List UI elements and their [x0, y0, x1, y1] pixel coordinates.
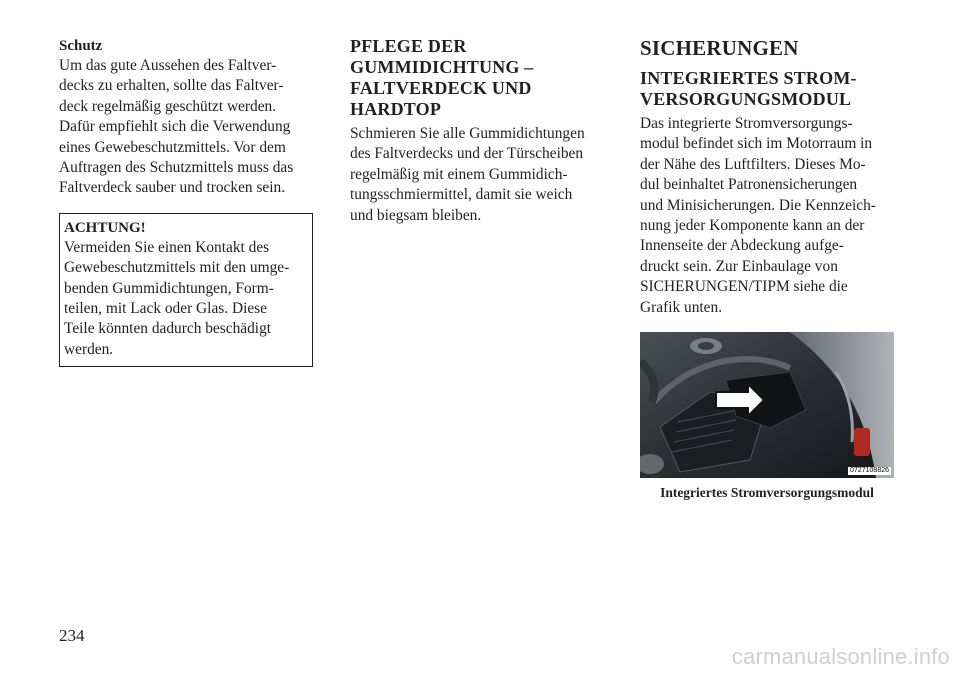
paragraph-module — [640, 114, 894, 318]
paragraph-care — [59, 56, 313, 199]
text-line: Vermeiden Sie einen Kontakt des — [64, 238, 270, 256]
heading-line: HARDTOP — [350, 99, 442, 119]
heading-line: FALTVERDECK UND — [350, 78, 532, 98]
column-right — [640, 36, 894, 502]
warning-box — [59, 213, 313, 367]
text-line: nung jeder Komponente kann an der — [640, 217, 865, 235]
chapter-heading: SICHERUNGEN — [640, 36, 799, 60]
text-line: Faltverdeck sauber und trocken sein. — [59, 179, 286, 197]
text-line: modul befindet sich im Motorraum in — [640, 135, 873, 153]
text-line: deck regelmäßig geschützt werden. — [59, 97, 277, 115]
heading-line: GUMMIDICHTUNG – — [350, 57, 534, 77]
text-line: Grafik unten. — [640, 298, 723, 316]
column-middle — [350, 36, 604, 226]
section-heading-stromversorgung — [640, 68, 894, 110]
text-line: druckt sein. Zur Einbaulage von — [640, 257, 838, 275]
text-line: dul beinhaltet Patronensicherungen — [640, 176, 858, 194]
heading-line: PFLEGE DER — [350, 36, 467, 56]
text-line: Schmieren Sie alle Gummidichtungen — [350, 125, 585, 142]
paragraph-seals — [350, 124, 604, 226]
text-line: teilen, mit Lack oder Glas. Diese — [64, 300, 268, 318]
text-line: und biegsam bleiben. — [350, 206, 482, 224]
text-line: benden Gummidichtungen, Form- — [64, 279, 274, 297]
section-subheading: Schutz — [59, 38, 103, 54]
text-line: Auftragen des Schutzmittels muss das — [59, 159, 294, 177]
text-line: Dafür empfiehlt sich die Verwendung — [59, 118, 291, 136]
watermark: carmanualsonline.info — [731, 644, 950, 669]
engine-bay-illustration — [640, 332, 894, 478]
text-line: SICHERUNGEN/TIPM siehe die — [640, 278, 848, 296]
text-line: Gewebeschutzmittels mit den umge- — [64, 259, 290, 277]
section-heading-gummidichtung — [350, 36, 604, 120]
text-line: werden. — [64, 340, 114, 358]
text-line: decks zu erhalten, sollte das Faltver- — [59, 77, 284, 95]
warning-title: ACHTUNG! — [64, 219, 146, 236]
text-line: Das integrierte Stromversorgungs- — [640, 115, 853, 132]
text-line: und Minisicherungen. Die Kennzeich- — [640, 196, 876, 214]
column-left — [59, 36, 313, 367]
photo-caption: Integriertes Stromversorgungsmodul — [660, 485, 874, 501]
text-line: des Faltverdecks und der Türscheiben — [350, 145, 584, 163]
red-cap-icon — [854, 428, 870, 456]
photo-reference-code: 0727108826 — [850, 467, 889, 475]
text-line: Um das gute Aussehen des Faltver- — [59, 57, 277, 74]
heading-line: INTEGRIERTES STROM- — [640, 68, 857, 88]
engine-bay-photo — [640, 332, 894, 478]
text-line: Teile könnten dadurch beschädigt — [64, 320, 272, 338]
page-number: 234 — [59, 626, 85, 645]
heading-line: VERSORGUNGSMODUL — [640, 89, 852, 109]
text-line: der Nähe des Luftfilters. Dieses Mo- — [640, 155, 866, 173]
text-line: tungsschmiermittel, damit sie weich — [350, 186, 573, 204]
text-line: regelmäßig mit einem Gummidich- — [350, 165, 568, 183]
text-line: Innenseite der Abdeckung aufge- — [640, 237, 844, 255]
text-line: eines Gewebeschutzmittels. Vor dem — [59, 138, 286, 156]
